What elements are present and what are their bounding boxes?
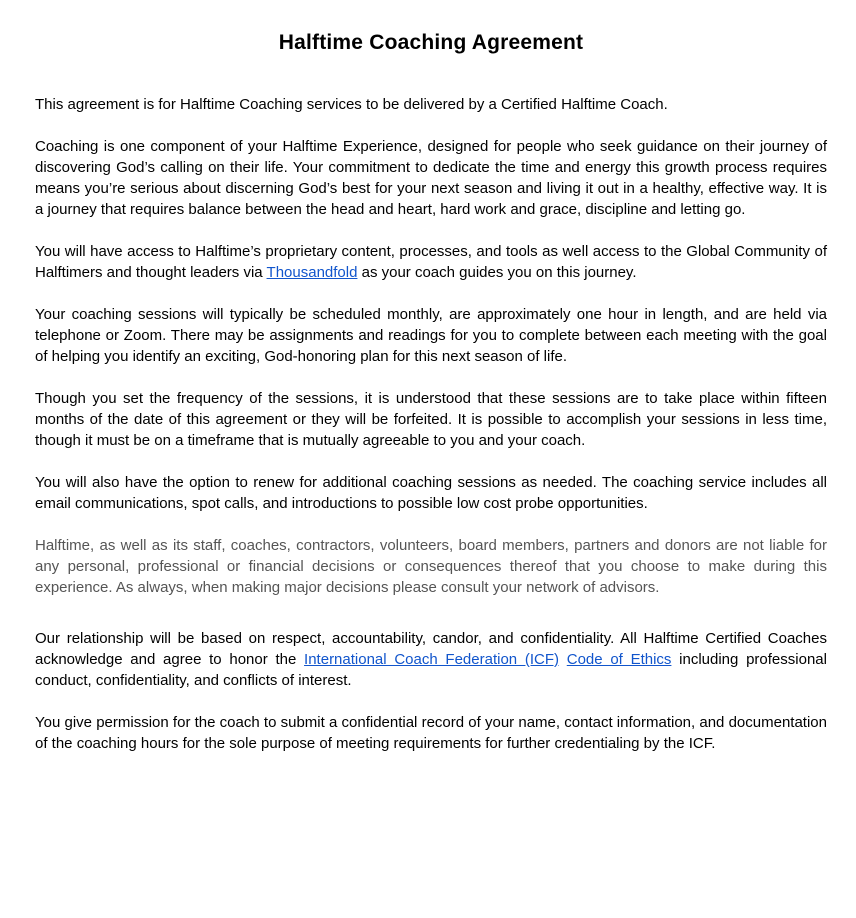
- code-of-ethics-link[interactable]: Code of Ethics: [566, 651, 672, 668]
- paragraph-frequency: Though you set the frequency of the sessions, it is understood that these sessions are to take place within fifteen months of the date of this agreement or they will be forfeited. It is possible to accomplish your sessions in less time, though it must be on a timeframe that is mutually agreeable to you and your coach.: [35, 390, 827, 449]
- icf-link[interactable]: International Coach Federation (ICF): [304, 651, 560, 668]
- paragraph-relationship-text-2: including professional conduct, confidentiality, and conflicts of interest.: [35, 651, 827, 689]
- paragraph-coaching-component: Coaching is one component of your Halftime Experience, designed for people who seek guidance on their journey of discovering God’s calling on their life. Your commitment to dedicate the time and energy this growth process requires means you’re serious about discerning God’s best for your next season and living it out in a healthy, effective way. It is a journey that requires balance between the head and heart, hard work and grace, discipline and letting go.: [35, 138, 827, 218]
- paragraph-permission: You give permission for the coach to submit a confidential record of your name, contact information, and documentation of the coaching hours for the sole purpose of meeting requirements for further credentialing by the ICF.: [35, 714, 827, 752]
- thousandfold-link[interactable]: Thousandfold: [266, 264, 358, 281]
- paragraph-relationship-separator: [559, 651, 567, 668]
- paragraph-access: [35, 241, 827, 283]
- paragraph-relationship-text-1: Our relationship will be based on respect, accountability, candor, and confidentiality. All Halftime Certified Coaches acknowledge and agree to honor the: [35, 630, 827, 668]
- document-title: Halftime Coaching Agreement: [278, 31, 584, 54]
- paragraph-liability: Halftime, as well as its staff, coaches, contractors, volunteers, board members, partners and donors are not liable for any personal, professional or financial decisions or consequences thereof that you choose to make during this experience. As always, when making major decisions please consult your network of advisors.: [35, 537, 827, 596]
- paragraph-access-text-before: You will have access to Halftime’s proprietary content, processes, and tools as well access to the Global Community of Halftimers and thought leaders via: [35, 243, 827, 281]
- paragraph-intro: This agreement is for Halftime Coaching services to be delivered by a Certified Halftime Coach.: [35, 96, 668, 113]
- paragraph-access-text-after: as your coach guides you on this journey.: [357, 264, 637, 281]
- paragraph-relationship: [35, 628, 827, 691]
- paragraph-renewal: You will also have the option to renew for additional coaching sessions as needed. The coaching service includes all email communications, spot calls, and introductions to possible low cost probe opportunities.: [35, 474, 827, 512]
- paragraph-sessions: Your coaching sessions will typically be scheduled monthly, are approximately one hour in length, and are held via telephone or Zoom. There may be assignments and readings for you to complete between each meeting with the goal of helping you identify an exciting, God-honoring plan for this next season of life.: [35, 306, 827, 365]
